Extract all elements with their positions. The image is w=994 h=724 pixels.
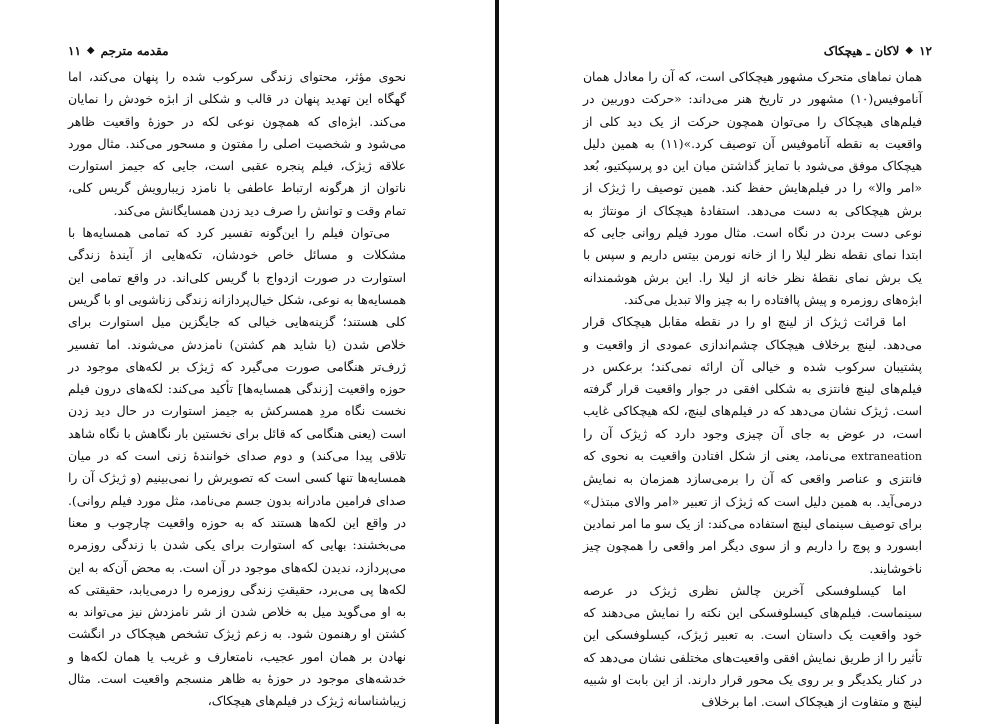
left-page-title: مقدمه مترجم xyxy=(100,44,169,58)
right-page-title: لاکان ـ هیچکاک xyxy=(823,44,900,58)
left-paragraph-1: نحوی مؤثر، محتوای زندگی سرکوب شده را پنهان می‌کند، اما گهگاه این تهدید پنهان در قالب و شکلی از ابژه خودش را نمایان می‌کند. ابژه‌ای که همچون نوعی لکه در حوزهٔ واقعیت ظاهر می‌شود و شخصیت اصلی را مفتون و مسحور می‌کند. مثال مورد علاقه ژیژک، فیلم پنجره عقبی است، جایی که جیمز استوارت ناتوان از هرگونه ارتباط عاطفی با نامزد زیبارویش گریس کلی، تمام وقت و توانش را صرف دید زدن همسایگانش می‌کند. xyxy=(68,70,406,218)
diamond-separator-icon: ◆ xyxy=(86,45,95,56)
right-paragraph-2-continuation: می‌نامد، یعنی از شکل افتادن واقعیت به نحوی که فانتزی و عناصر واقعی که آن را برمی‌سازد همزمان به نمایش درمی‌آید. به همین دلیل است که ژیژک از تعبیر «امر والای مبتذل» برای توصیف سینمای لینچ استفاده می‌کند: از یک سو ما امر نمادین ابسورد و پوچ را داریم و از سوی دیگر امر واقعی را همچون چیز ناخوشایند. xyxy=(583,449,922,576)
latin-term: extraneation xyxy=(851,450,922,464)
right-page xyxy=(500,0,994,724)
left-page-number: ۱۱ xyxy=(68,44,81,58)
left-page-body xyxy=(68,66,406,713)
right-page-number: ۱۲ xyxy=(919,44,932,58)
left-page xyxy=(0,0,496,724)
right-paragraph-3: اما کیسلوفسکی آخرین چالش نظری ژیژک در عرصه سینماست. فیلم‌های کیسلوفسکی این نکته را نمایش می‌دهند که خود واقعیت یک داستان است. به تعبیر ژیژک، کیسلوفسکی این تأثیر را از طریق نمایش افقی واقعیت‌های مختلفی نشان می‌دهد که در کنار یکدیگر و بر روی یک محور قرار دارند. از این بابت او شبیه لینچ و متفاوت از هیچکاک است. اما برخلاف xyxy=(583,583,922,710)
left-page-header xyxy=(68,44,169,58)
diamond-separator-icon: ◆ xyxy=(905,45,914,56)
left-paragraph-2: می‌توان فیلم را این‌گونه تفسیر کرد که تمامی همسایه‌ها با مشکلات و مسائل خاص خودشان، تکه‌هایی از آیندهٔ زندگی استوارت در صورت ازدواج با گریس کلی‌اند. در واقع تمامی این همسایه‌ها به نوعی، شکل خیال‌پردازانه زندگی زناشویی او با گریس کلی هستند؛ گزینه‌هایی خیالی که جایگزین میل استوارت برای خلاص شدن (یا شاید هم کشتن) نامزدش می‌شوند. اما تفسیر ژرف‌تر هنگامی صورت می‌گیرد که ژیژک بر لکه‌های موجود در حوزه واقعیت [زندگی همسایه‌ها] تأکید می‌کند: لکه‌های درون فیلم نخست نگاه مردِ همسرکش به جیمز استوارت در حال دید زدن است (یعنی هنگامی که قائل برای نخستین بار نگاهش با نگاه شاهد تلاقی پیدا می‌کند) و دوم صدای خوانندهٔ زنی است که در میان همسایه‌ها تنها کسی است که تصویرش را نمی‌بینیم (و ژیژک آن را صدای فرامین مادرانه بدون جسم می‌نامد، مثل مورد فیلم روانی). در واقع این لکه‌ها هستند که به حوزه واقعیت چارچوب و معنا می‌بخشند: بهایی که استوارت برای یکی شدن با زندگی روزمره می‌پردازد، ندیدن لکه‌های موجود در آن است. به محض آن‌که به این لکه‌ها پی می‌برد، حقیقتِ زندگی روزمره را درمی‌یابد، حقیقتی که به او می‌گوید میل به خلاص شدن از شر نامزدش نیز می‌تواند به کشتن او رهنمون شود. به زعم ژیژک تشخص هیچکاک در انگشت نهادن بر همان امور عجیب، نامتعارف و غریب یا همان لکه‌ها و خدشه‌های موجود در حوزهٔ به ظاهر منسجم واقعیت است. مثال زیباشناسانه ژیژک در فیلم‌های هیچکاک، xyxy=(68,226,406,709)
right-paragraph-2 xyxy=(583,311,922,580)
page-gutter xyxy=(495,0,499,724)
right-page-header xyxy=(824,44,932,58)
right-paragraph-2-text: اما قرائت ژیژک از لینچ او را در نقطه مقابل هیچکاک قرار می‌دهد. لینچ برخلاف هیچکاک چشم‌اندازی عمودی از واقعیت و پشتیبان سرکوب شده و خیالی آن ارائه نمی‌کند؛ برعکس در فیلم‌های لینچ فانتزی به شکلی افقی در جوار واقعیت قرار گرفته است. ژیژک نشان می‌دهد که در فیلم‌های لینچ، لکه هیچکاکی غایب است، در عوض به جای آن چیزی وجود دارد که ژیژک آن را xyxy=(583,315,922,441)
right-paragraph-1: همان نماهای متحرک مشهور هیچکاکی است، که آن را معادل همان آناموفیس(۱۰) مشهور در تاریخ هنر می‌داند: «حرکت دوربین در فیلم‌های هیچکاک را می‌توان همچون حرکت از یک دید کلی از واقعیت به نقطه آناموفیس آن توصیف کرد.»(۱۱) به همین دلیل هیچکاک موفق می‌شود با تمایز گذاشتن میان این دو پرسپکتیو، بُعد «امر والا» را در فیلم‌هایش حفظ کند. همین توصیف را ژیژک از برش هیچکاکی به دست می‌دهد. استفادهٔ هیچکاک از مونتاژ به نوعی دست بردن در نگاه است. مثال مورد فیلم روانی جایی که ابتدا نمای نقطه نظر لیلا را از خانه نورمن بیتس داریم و سپس با یک برش نمای نقطهٔ نظر خانه از لیلا را. این برش هوشمندانه ابژه‌های روزمره و پیش پاافتاده را به چیز والا تبدیل می‌کند. xyxy=(583,70,923,307)
right-page-body xyxy=(583,66,922,714)
